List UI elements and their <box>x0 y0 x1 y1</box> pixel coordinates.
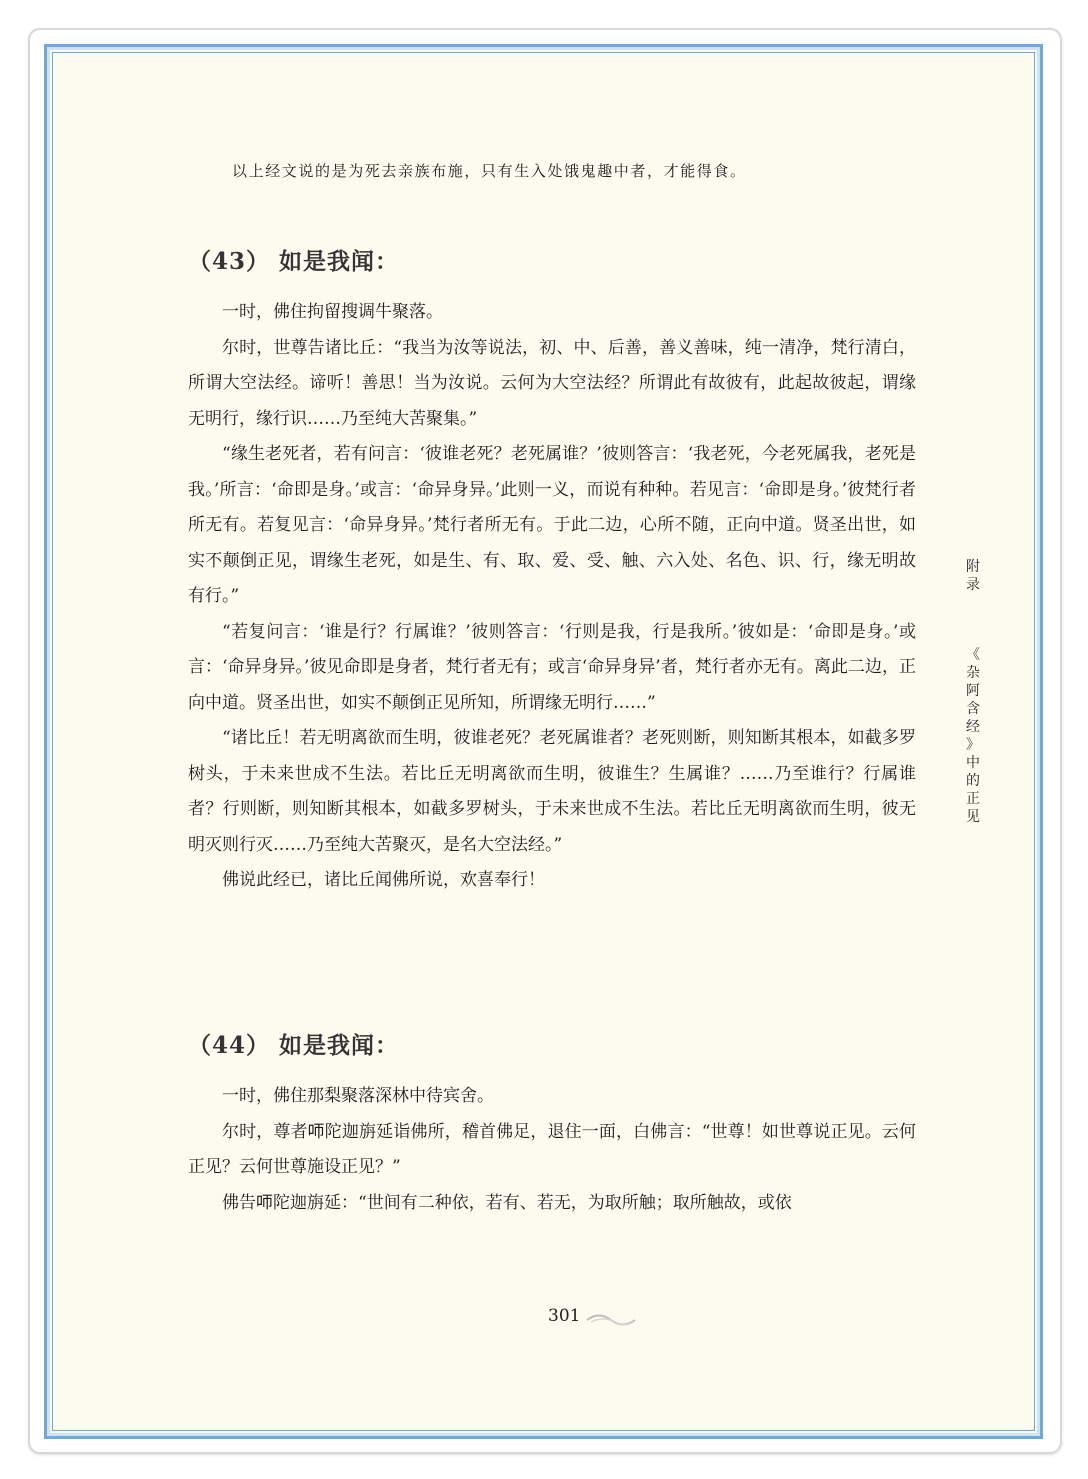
section-44-heading: （44） 如是我闻： <box>188 1032 400 1059</box>
sidebar-top-text: 附 录 <box>966 559 980 593</box>
paragraph: “缘生老死者，若有问言：‘彼谁老死？老死属谁？’彼则答言：‘我老死，今老死属我，老死是我。’所言：‘命即是身。’或言：‘命异身异。’此则一义，而说有种种。若见言：‘命即是身。’彼梵行者所无有。若复见言：‘命异身异。’梵行者所无有。于此二边，心所不随，正向中道。贤圣出世，如实不颠倒正见，谓缘生老死，如是生、有、取、爱、受、触、六入处、名色、识、行，缘无明故有行。” <box>188 444 916 606</box>
paragraph: 一时，佛住拘留搜调牛聚落。 <box>222 302 443 322</box>
sidebar-bottom-text: 《 杂 阿 含 经 》 中 的 正 见 <box>966 647 980 825</box>
intro-note: 以上经文说的是为死去亲族布施，只有生入处饿鬼趣中者，才能得食。 <box>232 162 747 180</box>
paragraph: “若复问言：‘谁是行？行属谁？’彼则答言：‘行则是我，行是我所。’彼如是：‘命即是身。’或言：‘命异身异。’彼见命即是身者，梵行者无有；或言‘命异身异’者，梵行者亦无有。离此二边，正向中道。贤圣出世，如实不颠倒正见所知，所谓缘无明行……” <box>188 621 916 713</box>
page-ornament-icon <box>585 1312 637 1328</box>
paragraph: 佛告𠯗陀迦旃延：“世间有二种依，若有、若无，为取所触；取所触故，或依 <box>222 1192 792 1213</box>
sidebar-running-title <box>960 558 986 826</box>
section-44-body <box>188 1079 916 1221</box>
paragraph: 一时，佛住那梨聚落深林中待宾舍。 <box>222 1086 494 1106</box>
paragraph: 尔时，尊者𠯗陀迦旃延诣佛所，稽首佛足，退住一面，白佛言：“世尊！如世尊说正见。云何正见？云何世尊施设正见？” <box>188 1121 916 1177</box>
paragraph: 尔时，世尊告诸比丘：“我当为汝等说法，初、中、后善，善义善味，纯一清净，梵行清白，所谓大空法经。谛听！善思！当为汝说。云何为大空法经？所谓此有故彼有，此起故彼起，谓缘无明行，缘行识……乃至纯大苦聚集。” <box>188 337 916 429</box>
paragraph: “诸比丘！若无明离欲而生明，彼谁老死？老死属谁者？老死则断，则知断其根本，如截多罗树头，于未来世成不生法。若比丘无明离欲而生明，彼谁生？生属谁？……乃至谁行？行属谁者？行则断，则知断其根本，如截多罗树头，于未来世成不生法。若比丘无明离欲而生明，彼无明灭则行灭……乃至纯大苦聚灭，是名大空法经。” <box>188 728 916 855</box>
paragraph: 佛说此经已，诸比丘闻佛所说，欢喜奉行！ <box>222 870 545 890</box>
section-43-heading: （43） 如是我闻： <box>188 248 400 275</box>
section-43-body <box>188 295 916 899</box>
page-number: 301 <box>548 1306 581 1326</box>
